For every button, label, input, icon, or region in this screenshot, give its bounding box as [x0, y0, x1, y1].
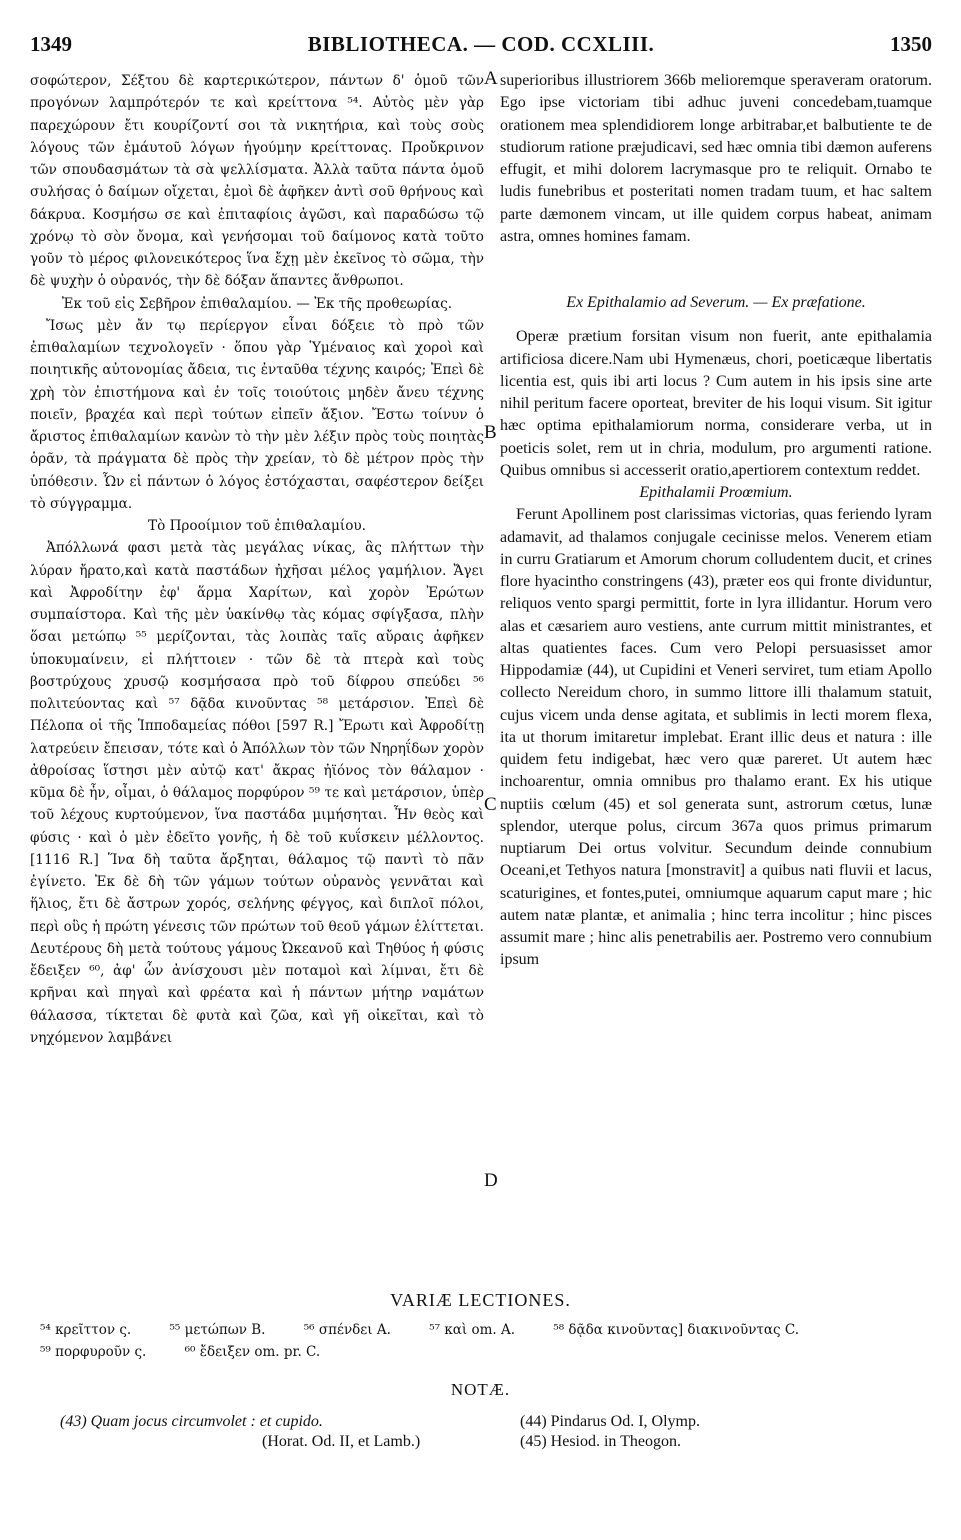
- latin-heading-prefatio: Ex Epithalamio ad Severum. — Ex præfatione.: [566, 294, 866, 311]
- variae-row-1: [40, 1322, 940, 1338]
- page-header: [30, 30, 932, 60]
- note-43: (43) Quam jocus circumvolet : et cupido.: [60, 1413, 323, 1430]
- variae-row-2: [40, 1344, 940, 1360]
- running-title: BIBLIOTHECA. — COD. CCXLIII.: [307, 32, 655, 56]
- greek-paragraph-1: σοφώτερον, Σέξτου δὲ καρτερικώτερον, πάντων δ' ὁμοῦ τῶν προγόνων λαμπρότερόν τε καὶ κρείττονα ⁵⁴. Αὐτὸς μὲν γὰρ παρεχώρουν ἔτι κουρίζοντί σοι τὰ νικητήρια, καὶ τοὺς σοὺς λόγους τῶν ἐμάυτοῦ λόγων ἡγούμην κρείττονας. Προὔκρινον τῶν σπουδασμάτων τὰ σὰ ψελλίσματα. Ἀλλὰ ταῦτα πάντα ὁμοῦ συλήσας ὁ δαίμων οἴχεται, ἐμοὶ δὲ ἀφῆκεν ἀντὶ σοῦ θρήνους καὶ δάκρυα. Κοσμήσω σε καὶ ἐπιταφίοις ἀγῶσι, καὶ παραδώσω τῷ χρόνῳ τὸ σὸν ὄνομα, καὶ γενήσομαι τοῦ δαίμονος κατὰ τοῦτο γοῦν τὸ μέρος φιλονεικότερος ἵνα ἔχῃ μὲν ἐκεῖνος τὸ σῶμα, τὴν δὲ ψυχὴν ὁ οὐρανός, τὴν δὲ δόξαν ἅπαντες ἄνθρωποι.: [30, 73, 484, 290]
- latin-heading-prooemium: Epithalamii Proœmium.: [639, 484, 793, 501]
- greek-paragraph-2: Ἴσως μὲν ἄν τῳ περίεργον εἶναι δόξειε τὸ πρὸ τῶν ἐπιθαλαμίων τεχνολογεῖν · ὅπου γὰρ Ὑμέναιος καὶ χοροὶ καὶ ποιητικῆς αὐτονομίας ἄδεια, τις ἐνταῦθα τέχνης καιρός; Ἐπεὶ δὲ χρὴ τὸν ἐπιστήμονα καὶ ἐν τοῖς τοιούτοις μηδὲν ἄνευ τέχνης ποιεῖν, βραχέα καὶ περὶ τούτων εἰπεῖν ἄξιον. Ἔστω τοίνυν ὁ ἄριστος ἐπιθαλαμίων κανὼν τὸ τὴν μὲν λέξιν πρὸς τοὺς ποιητὰς ὁρᾶν, τὰ πράγματα δὲ πρὸς τὴν χρείαν, τὸ δὲ μέτρον πρὸς τὴν ὑπόθεσιν. Ὧν εἰ πάντων ὁ λόγος ἐστόχασται, σαφέστερον δείξει τὸ σύγγραμμα.: [30, 317, 484, 512]
- greek-heading-prefatio: Ἐκ τοῦ εἰς Σεβῆρον ἐπιθαλαμίου. — Ἐκ τῆς προθεωρίας.: [61, 295, 453, 312]
- greek-paragraph-3: Ἀπόλλωνά φασι μετὰ τὰς μεγάλας νίκας, ἃς πλήττων τὴν λύραν ἤρατο,καὶ κατὰ παστάδων ἠχῆσαι μέλος γαμήλιον. Ἄγει καὶ Ἀφροδίτην ἐφ' ἅρμα Χαρίτων, καὶ χορὸν Ἐρώτων συμπαίστορα. Καὶ τῆς μὲν ὑακίνθῳ τὰς κόμας σφίγξασα, πλὴν ὅσαι μετώπῳ ⁵⁵ μερίζονται, τὰς λοιπὰς ταῖς αὔραις ἀφῆκεν ὑποκυμαίνειν, εἰ πλήττοιεν · τῶν δὲ τὰ πτερὰ καὶ τοὺς βοστρύχους χρυσῷ κοσμήσασα πρὸ τοῦ δίφρου σπεύδει ⁵⁶ πολιτεύοντας καὶ ⁵⁷ δᾷδα κινοῦντας ⁵⁸ μετάρσιον. Ἐπεὶ δὲ Πέλοπα οἱ τῆς Ἱπποδαμείας πόθοι [597 R.] Ἔρωτι καὶ Ἀφροδίτῃ λατρεύειν ἔπεισαν, τότε καὶ ὁ Ἀπόλλων τὸν τῶν Νηρηΐδων χορὸν ἀθροίσας ἵστησι μὲν αὐτῷ κατ' ἄκρας ἠϊόνος τὸν θάλαμον · κῦμα δὲ ἦν, οἶμαι, ὁ θάλαμος πορφύρον ⁵⁹ τε καὶ μετάρσιον, ὑπὲρ τοῦ λέχους κυρτούμενον, ἵνα παστάδα μιμήσηται. Ἦν θεὸς καὶ φύσις · καὶ ὁ μὲν ἐδεῖτο γονῆς, ἡ δὲ τοῦ κυΐσκειν μέλλοντος. [1116 R.] Ἵνα δὴ ταῦτα ἄρξηται, θάλαμος τῷ παντὶ τὸ πᾶν ἐγίνετο. Ἐκ δὲ δὴ τῶν γάμων τούτων οὐρανὸς γεννᾶται καὶ ἥλιος, ἔτι δὲ ἄστρων χορός, σελήνης φέγγος, καὶ διπλοῖ πόλοι, περὶ οὓς ἡ πρώτη γένεσις τῶν πρώτων τοῦ θεοῦ γάμων ἑλίττεται. Δευτέρους δὴ μετὰ τούτους γάμους Ὠκεανοῦ καὶ Τηθύος ἡ φύσις ἔδειξεν ⁶⁰, ἀφ' ὧν ἀνίσχουσι μὲν ποταμοὶ καὶ λίμναι, ἔτι δὲ κρῆναι καὶ πηγαὶ καὶ φρέατα καὶ ἡ πάντων μήτηρ ναμάτων θάλασσα, τίκτεται δὲ φυτὰ καὶ ζῶα, καὶ γῆ οἰκεῖται, καὶ τὸ νηχόμενον λαμβάνει: [30, 540, 484, 1046]
- margin-letter-c: C: [484, 794, 497, 815]
- latin-paragraph-1: superioribus illustriorem 366b melioremque speraveram oratorum. Ego ipse victoriam tibi adhuc juveni concedebam,tuamque orationem mea splendidiorem longe arbitrabar,et balbutiente te de studiorum ratione præjudicavi, sed hæc omnia tibi dæmon auferens effugit, et mihi dolorem lacrymasque pro te reliquit. Ornabo te ludis funebribus et posteritati nomen tradam tuum, et hac saltem parte dæmonem vincam, ut ille quidem corpus habeat, animam astra, omnes homines famam.: [500, 72, 932, 245]
- margin-letter-b: B: [484, 422, 497, 443]
- latin-paragraph-2: Operæ prætium forsitan visum non fuerit, ante epithalamia artificiosa dicere.Nam ubi Hymenæus, chori, poeticæque libertatis licentia est, quis ibi arti locus ? Cum autem in his ipsis sine arte nihil peritum facere oporteat, breviter de his loqui visum. Sit igitur hæc optima epithalamiorum norma, considerare verba, ut in poeticis solet, rem ut in chria, modulum, pro argumenti ratione. Quibus omnibus si accesserit oratio,apertiorem contextum reddet.: [500, 328, 932, 479]
- variant-54: ⁵⁴ κρεῖττον ς.: [40, 1322, 132, 1338]
- greek-heading-prooemium: Τὸ Προοίμιον τοῦ ἐπιθαλαμίου.: [148, 518, 366, 534]
- margin-letter-a: A: [484, 68, 498, 89]
- note-43-source: (Horat. Od. II, et Lamb.): [262, 1433, 421, 1450]
- variae-lectiones-title: VARIÆ LECTIONES.: [390, 1290, 571, 1310]
- variant-58: ⁵⁸ δᾷδα κινοῦντας] διακινοῦντας C.: [553, 1322, 799, 1338]
- variant-60: ⁶⁰ ἔδειξεν om. pr. C.: [184, 1344, 321, 1360]
- note-44: (44) Pindarus Od. I, Olymp.: [520, 1413, 700, 1430]
- notae-title: NOTÆ.: [450, 1380, 511, 1399]
- variant-57: ⁵⁷ καὶ om. A.: [429, 1322, 516, 1338]
- greek-column: [30, 70, 484, 1049]
- latin-paragraph-3: Ferunt Apollinem post clarissimas victorias, quas feriendo lyram adamavit, ad thalamos conjugale cecinisse melos. Venerem etiam in curru Gratiarum et Amorum chorum colludentem ducit, et crines flore hyacintho constringens (43), præter eos qui fronte dividuntur, reliquos vento spargi permittit, forte in lyra illidantur. Horum vero alas et cæsariem auro vestiens, ante currum mittit ministrantes, et altas quatientes faces. Cum vero Pelopi persuasisset amor Hippodamiæ (44), ut Cupidini et Veneri serviret, tum etiam Apollo collecto Nereidum choro, in summo littore illi thalamum statuit, cujus vicem unda dense agitata, et sublimis in lecti morem flexa, ita ut thorum imitaretur implebat. Erant illic deus et natura : ille quidem fetu indigebat, hæc vero quæ pareret. Ut autem hæc inchoarentur, omnia omnibus pro thalamo erant. Ex his utique nuptiis cœlum (45) et sol generata sunt, astrorum cœtus, lunæ splendor, uterque polus, circum 367a quos primus primarum nuptiarum Dei ortus volvitur. Secundum deinde connubium Oceani,et Tethyos natura [monstravit] a quibus nati fluvii et lacus, scaturigines, et fontes,putei, omniumque aquarum caput mare ; hic autem natæ plantæ, et animalia ; hinc terra incolitur ; hinc pisces assumit mare ; hinc alis penetrabilis aer. Postremo vero connubium ipsum: [500, 506, 932, 969]
- variant-56: ⁵⁶ σπένδει A.: [303, 1322, 391, 1338]
- page-number-right: 1350: [890, 32, 932, 56]
- variant-55: ⁵⁵ μετώπων B.: [169, 1322, 266, 1338]
- variant-59: ⁵⁹ πορφυροῦν ς.: [40, 1344, 147, 1360]
- page-number-left: 1349: [30, 32, 72, 56]
- margin-letter-d: D: [484, 1170, 498, 1191]
- note-45: (45) Hesiod. in Theogon.: [520, 1433, 682, 1450]
- latin-column: [500, 70, 932, 972]
